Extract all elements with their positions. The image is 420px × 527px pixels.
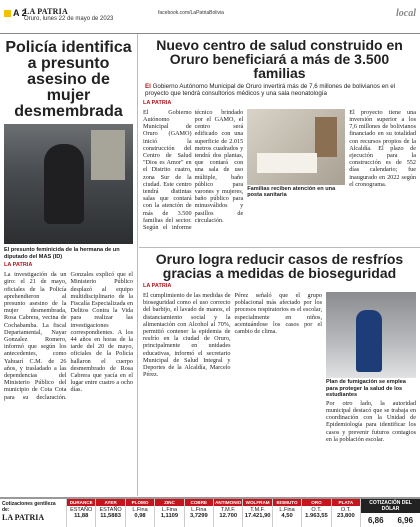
- dollar-buy: 6,86: [367, 516, 384, 525]
- top-subheading: El Gobierno Autónomo Municipal de Oruro invertirá más de 7,6 millones de bolivianos en el proyecto que tendrá consultorios médicos y una sala neonatología: [145, 83, 396, 98]
- ticker-sponsor: Cotizaciones gentileza de: LA PATRIA: [2, 501, 56, 522]
- section-label: local: [396, 8, 416, 19]
- mid-photo-caption: Plan de fumigación se emplea para proteger la salud de los estudiantes: [326, 379, 406, 399]
- dollar-sell: 6,96: [397, 516, 414, 525]
- mid-headline: Oruro logra reducir casos de resfríos gracias a medidas de bioseguridad: [155, 251, 404, 281]
- issue-date: Oruro, lunes 22 de mayo de 2023: [24, 16, 114, 22]
- mid-article: [139, 247, 420, 496]
- fumigation-photo: [326, 292, 416, 378]
- top-article: [139, 34, 420, 246]
- mid-body-3: Por otro lado, la autoridad municipal destacó que se trabaja en coordinación con la Unidad de Epidemiología para identificar los casos y prevenir futuros contagios en la población escolar.: [326, 399, 416, 443]
- ticker-cell: BISMUTO L.Fina 4,50: [272, 499, 301, 527]
- suspect-photo: [4, 124, 133, 244]
- left-photo-caption: El presunto feminicida de la hermana de un diputado del MAS (ID): [4, 247, 120, 260]
- quotes-ticker: [0, 497, 420, 527]
- left-body: La investigación da un giro: el 21 de mayo, oficiales de la Policía aprehendieron al presunto asesino de la mujer desmembrada, Rosa Cabrera, vecina de Cochabamba. La fiscal Departamental, Nayar Gonzalez Romero, informó que según los antecedentes, como Yahuarí C.M. de 26 años, y trasladado a las dependencias del Ministerio Público del municipio de Cota Cota para su declaración. Gonzales explicó que el Ministerio Público desplazó al equipo multidisciplinario de la Fiscalía Especializada en Delitos Contra la Vida para realizar las investigaciones correspondientes. A los 44 años en horas de la tarde del 20 de mayo, oficiales de la Policía hallaron el cuerpo desmembrado de Rosa Cabrera que yacía en el lugar entre cuatro a ocho días.: [4, 271, 133, 401]
- page-number: A 2: [4, 8, 27, 18]
- ticker-cell: PLOMO L.Fina 0,98: [125, 499, 154, 527]
- health-post-photo: [247, 109, 345, 185]
- ticker-cell: COBRE L.Fina 3,7299: [184, 499, 213, 527]
- left-article: [0, 34, 138, 496]
- left-headline: Policía identifica a presunto asesino de mujer desmembrada: [5, 39, 132, 120]
- ticker-cell: ORO O.T. 1.963,55: [301, 499, 330, 527]
- facebook-link[interactable]: facebook.com/LaPatriaBolivia: [158, 10, 224, 16]
- top-headline: Nuevo centro de salud construido en Oruro beneficiará a más de 3.500 familias: [156, 37, 403, 81]
- masthead: [0, 0, 420, 34]
- top-body-3: El proyecto tiene una inversión superior a los 7,6 millones de bolivianos financiado en su totalidad con recursos propios de la Alcaldía. El plazo de ejecución para la construcción es de 552 días calendario; fue inaugurado en 2022 según el cronograma.: [349, 108, 416, 188]
- ticker-cell: AYER ESTAÑO 11,5883: [95, 499, 124, 527]
- ticker-cell: WOLFRAM T.M.F. 17.421,90: [242, 499, 271, 527]
- mid-body-1: El cumplimiento de las medidas de bioseguridad como el uso correcto del barbijo, el lavado de manos, el distanciamiento social y la alimentación con Alcohol al 70%, permitió contener la epidemia de resfrío en la ciudad de Oruro, principalmente en unidades educativas, informó el secretario Municipal de Salud Integral y Deportes de la Alcaldía, Marcelo Pérez.: [143, 292, 231, 379]
- page-marker-icon: [4, 10, 11, 17]
- left-byline: LA PATRIA: [4, 262, 33, 269]
- ticker-cell: PLATA O.T. 23,800: [331, 499, 360, 527]
- mid-body-2: Pérez señaló que el grupo poblacional más afectado por los procesos respiratorios es el escolar, especialmente en niños, acentuándose los casos por el cambio de clima.: [234, 292, 322, 336]
- top-body-1: El Gobierno Autónomo Municipal de Oruro (GAMO) inició la construcción del Centro de Salud "Dios es Amor" en el Distrito cuatro, zona Sur de la ciudad. Este centro tendrá distintas salas que contará con la atención de más de 3.500 familias del sector. Según el informe técnico brindado por el GAMO, el centro será edificado con una superficie de 2.015 metros cuadrados y tendrá dos plantas, que contará con una sala de uso múltiple, baño público para varones y mujeres, baño público para minusválidos y pasillos de circulación.: [143, 108, 244, 232]
- top-byline: LA PATRIA: [143, 99, 172, 106]
- mid-byline: LA PATRIA: [143, 283, 172, 289]
- paper-logo: LA PATRIA: [24, 7, 68, 16]
- ticker-cell: DURANCE ESTAÑO 11,88: [66, 499, 95, 527]
- ticker-cell: ANTIMONIO T.M.F. 12.700: [213, 499, 242, 527]
- top-photo-caption: Familias reciben atención en una posta sanitaria: [247, 185, 336, 199]
- dollar-rate: COTIZACIÓN DEL DÓLAR 6,86 6,96: [360, 499, 420, 527]
- ticker-cell: ZINC L.Fina 1,1109: [154, 499, 183, 527]
